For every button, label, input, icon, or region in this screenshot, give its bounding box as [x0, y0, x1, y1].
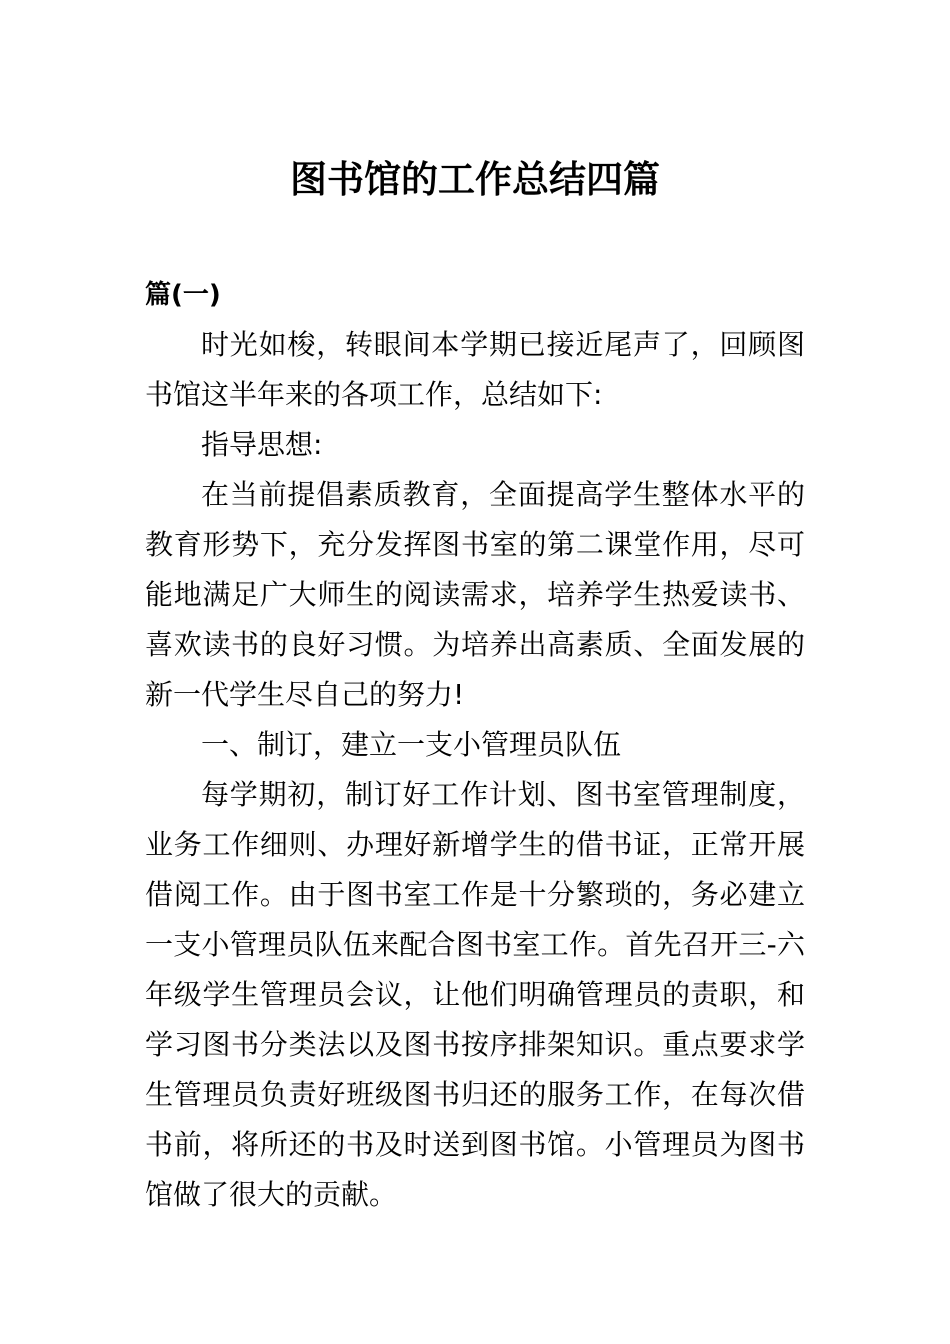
paragraph-item-1-text: 每学期初，制订好工作计划、图书室管理制度，业务工作细则、办理好新增学生的借书证，正常开展借阅工作。由于图书室工作是十分繁琐的，务必建立一支小管理员队伍来配合图书室工作。首先召开三-六年级学生管理员会议，让他们明确管理员的责职，和学习图书分类法以及图书按序排架知识。重点要求学生管理员负责好班级图书归还的服务工作，在每次借书前，将所还的书及时送到图书馆。小管理员为图书馆做了很大的贡献。 [145, 778, 805, 1211]
document-title: 图书馆的工作总结四篇 [290, 158, 660, 201]
section-heading: 篇(一) [145, 280, 221, 310]
paragraph-guiding-heading: 指导思想: [201, 428, 323, 461]
paragraph-guiding-text: 在当前提倡素质教育，全面提高学生整体水平的教育形势下，充分发挥图书室的第二课堂作用，尽可能地满足广大师生的阅读需求，培养学生热爱读书、喜欢读书的良好习惯。为培养出高素质、全面发展的新一代学生尽自己的努力! [145, 478, 805, 711]
paragraph-item-1-heading: 一、制订，建立一支小管理员队伍 [201, 728, 622, 761]
document-body [145, 270, 805, 1220]
paragraph-intro: 时光如梭，转眼间本学期已接近尾声了，回顾图书馆这半年来的各项工作，总结如下: [145, 328, 805, 411]
